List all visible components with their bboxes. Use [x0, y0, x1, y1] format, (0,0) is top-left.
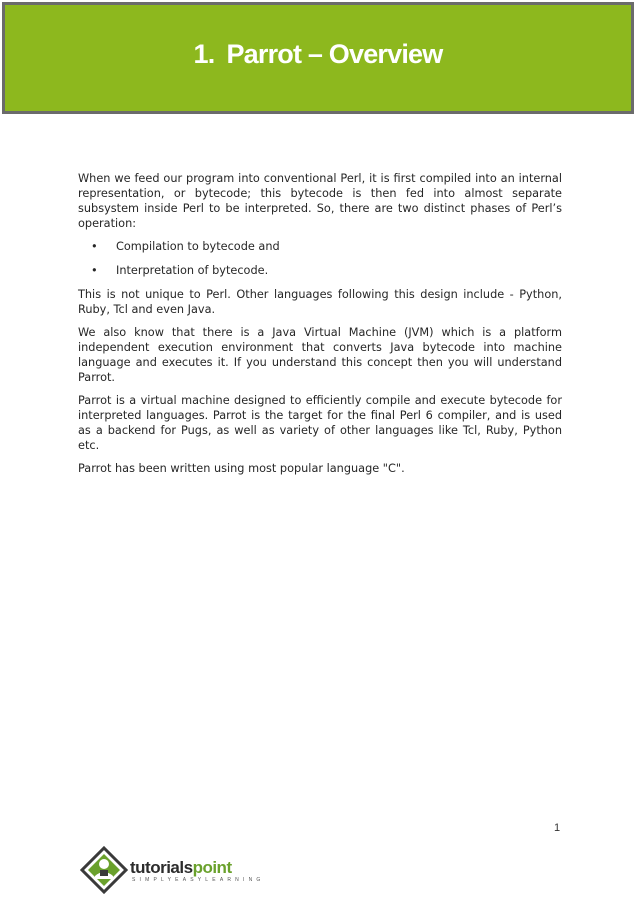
bullet-icon: • — [91, 264, 98, 277]
logo-word-tutorials: tutorials — [130, 858, 193, 877]
logo-word-point: point — [192, 858, 232, 877]
bullet-icon: • — [91, 240, 98, 253]
paragraph-intro: When we feed our program into conventional Perl, it is first compiled into an internal representation, or bytecode; this bytecode is then fed into almost separate subsystem inside Perl to be interpreted. So, there are two distinct phases of Perl’s operation: — [78, 172, 562, 230]
page-number: 1 — [554, 822, 561, 834]
phases-list — [78, 239, 562, 278]
logo-emblem-icon — [80, 846, 128, 894]
tutorialspoint-logo — [80, 846, 280, 894]
list-item — [78, 239, 562, 254]
chapter-banner — [2, 2, 634, 114]
paragraph-languages: This is not unique to Perl. Other languages following this design include - Python, Ruby, Tcl and even Java. — [78, 288, 562, 316]
list-item — [78, 263, 562, 278]
paragraph-parrot: Parrot is a virtual machine designed to efficiently compile and execute bytecode for interpreted languages. Parrot is the target for the final Perl 6 compiler, and is used as a backend for Pugs, as well as variety of other languages like Tcl, Ruby, Python etc. — [78, 394, 562, 452]
list-item-text: Compilation to bytecode and — [116, 240, 280, 253]
page-content — [78, 171, 562, 484]
chapter-number: 1. — [193, 38, 215, 69]
logo-tagline: SIMPLYEASYLEARNING — [132, 877, 265, 883]
chapter-title-text: Parrot – Overview — [226, 38, 443, 69]
paragraph-c-language: Parrot has been written using most popular language "C". — [78, 462, 405, 475]
paragraph-jvm: We also know that there is a Java Virtual Machine (JVM) which is a platform independent execution environment that converts Java bytecode into machine language and executes it. If you understand this concept then you will understand Parrot. — [78, 326, 562, 384]
list-item-text: Interpretation of bytecode. — [116, 264, 269, 277]
chapter-title — [194, 39, 443, 70]
logo-wordmark — [130, 858, 232, 878]
